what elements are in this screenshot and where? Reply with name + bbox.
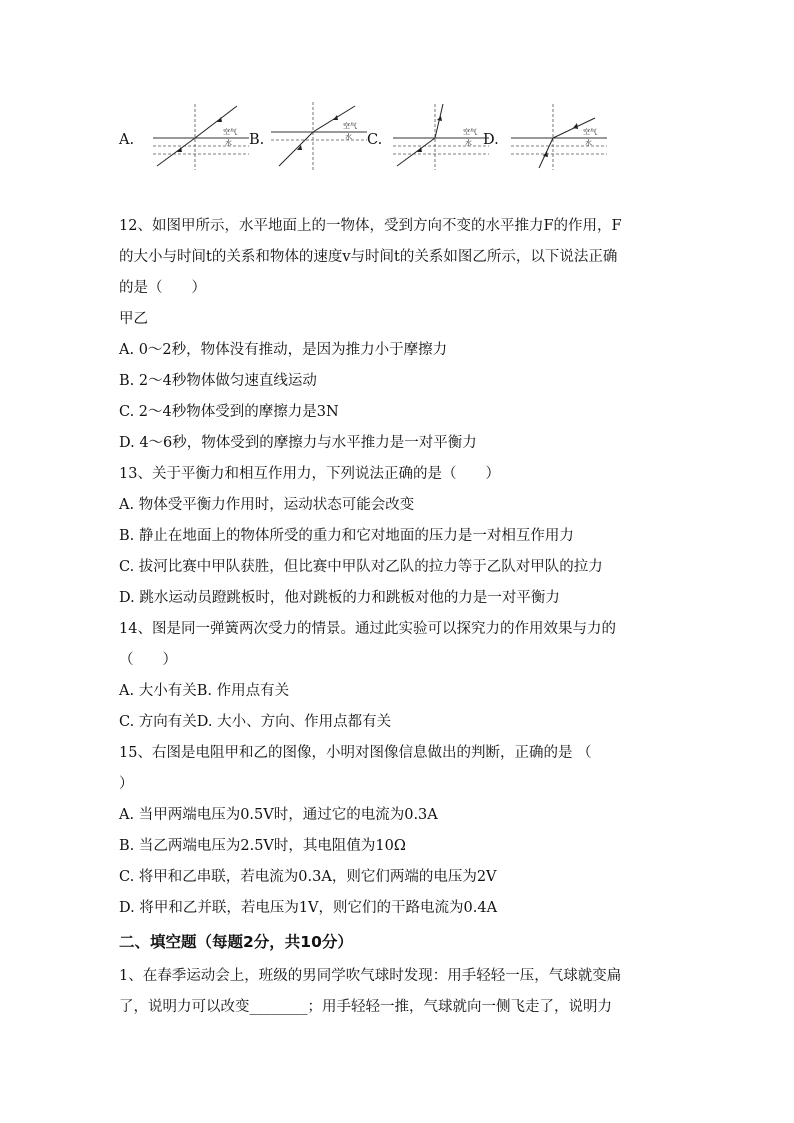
q13-option-a: A. 物体受平衡力作用时，运动状态可能会改变	[119, 497, 415, 513]
q14-options-cd: C. 方向有关D. 大小、方向、作用点都有关	[119, 714, 392, 730]
water-label: 水	[225, 139, 232, 147]
q13-option-b: B. 静止在地面上的物体所受的重力和它对地面的压力是一对相互作用力	[119, 528, 574, 544]
q12-stem-line3: 的是（ ）	[119, 280, 206, 296]
option-d-label: D.	[483, 132, 499, 148]
option-a-label: A.	[119, 132, 135, 148]
fill-q1-line1: 1、在春季运动会上，班级的男同学吹气球时发现：用手轻轻一压，气球就变扁	[119, 968, 622, 984]
option-c-label: C.	[367, 132, 383, 148]
q13-option-d: D. 跳水运动员蹬跳板时，他对跳板的力和跳板对他的力是一对平衡力	[119, 590, 560, 606]
q15-stem-line1: 15、右图是电阻甲和乙的图像，小明对图像信息做出的判断，正确的是 （	[119, 745, 592, 761]
q13-stem: 13、关于平衡力和相互作用力，下列说法正确的是（ ）	[119, 466, 500, 482]
option-d-refraction-diagram	[509, 100, 609, 172]
q12-stem-line1: 12、如图甲所示，水平地面上的一物体，受到方向不变的水平推力F的作用，F	[119, 218, 622, 234]
air-label: 空气	[223, 128, 237, 136]
q15-option-a: A. 当甲两端电压为0.5V时，通过它的电流为0.3A	[119, 807, 438, 823]
section-heading-fill-in: 二、填空题（每题2分，共10分）	[119, 933, 353, 951]
svg-text:空气: 空气	[463, 128, 477, 136]
q12-option-a: A. 0～2秒，物体没有推动，是因为推力小于摩擦力	[119, 342, 448, 358]
q15-option-c: C. 将甲和乙串联，若电流为0.3A，则它们两端的电压为2V	[119, 869, 497, 885]
q15-stem-line2: ）	[119, 776, 134, 792]
q14-stem-line1: 14、图是同一弹簧两次受力的情景。通过此实验可以探究力的作用效果与力的	[119, 621, 616, 637]
svg-text:空气: 空气	[583, 128, 597, 136]
q12-figure-caption: 甲乙	[119, 311, 148, 327]
svg-text:水: 水	[465, 139, 472, 147]
option-b-label: B.	[249, 132, 265, 148]
q12-stem-line2: 的大小与时间t的关系和物体的速度v与时间t的关系如图乙所示，以下说法正确	[119, 249, 618, 265]
option-a-refraction-diagram	[151, 100, 251, 172]
option-b-refraction-diagram	[269, 100, 369, 172]
q14-stem-line2: （ ）	[119, 652, 177, 668]
q15-option-d: D. 将甲和乙并联，若电压为1V，则它们的干路电流为0.4A	[119, 900, 498, 916]
q13-option-c: C. 拔河比赛中甲队获胜，但比赛中甲队对乙队的拉力等于乙队对甲队的拉力	[119, 559, 603, 575]
q11-diagram-row	[119, 100, 679, 172]
option-c-refraction-diagram	[391, 100, 491, 172]
svg-text:空气: 空气	[343, 122, 357, 130]
svg-text:水: 水	[585, 139, 592, 147]
q12-option-c: C. 2～4秒物体受到的摩擦力是3N	[119, 404, 339, 420]
q12-option-d: D. 4～6秒，物体受到的摩擦力与水平推力是一对平衡力	[119, 435, 477, 451]
q12-option-b: B. 2～4秒物体做匀速直线运动	[119, 373, 317, 389]
svg-text:水: 水	[345, 133, 352, 141]
q15-option-b: B. 当乙两端电压为2.5V时，其电阻值为10Ω	[119, 838, 406, 854]
q14-options-ab: A. 大小有关B. 作用点有关	[119, 683, 290, 699]
fill-q1-line2: 了，说明力可以改变________；用手轻轻一推，气球就向一侧飞走了，说明力	[119, 999, 612, 1015]
